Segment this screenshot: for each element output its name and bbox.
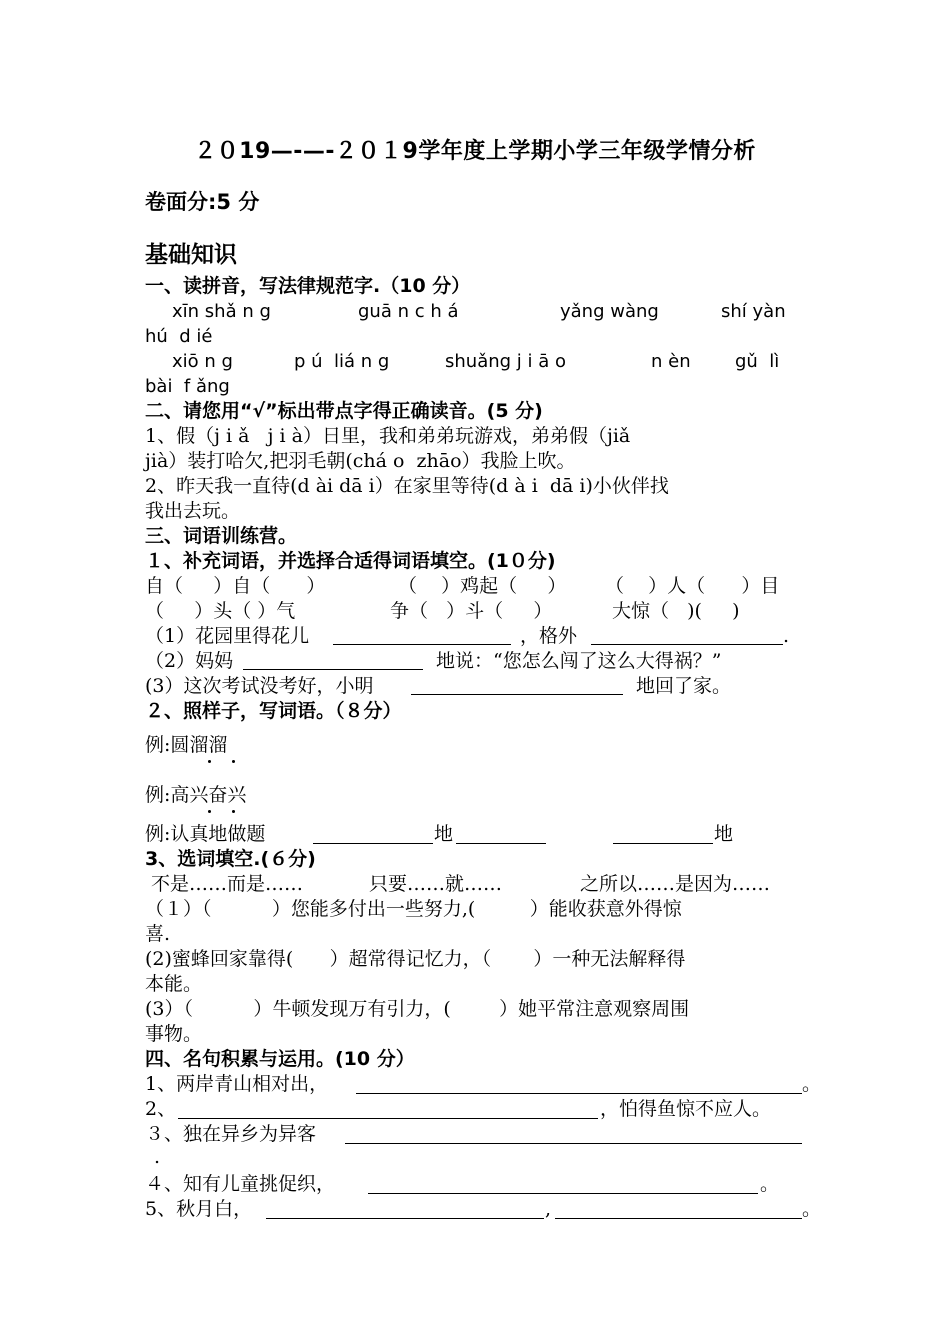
answer-line [178,1118,598,1119]
choice-sentence: (2)蜜蜂回家靠得( ）超常得记忆力，（ ）一种无法解释得 [145,948,686,970]
poem-line: . [154,1146,161,1168]
choice-sentence: (3）（ ）牛顿发现万有引力，( ）她平常注意观察周围 [145,998,690,1020]
q3-sub1: １、补充词语，并选择合适得词语填空。(1０分) [145,550,556,572]
idiom-blank: （ ）人（ ）目 [605,575,780,597]
pinyin-item: yǎng wàng [560,301,659,322]
answer-line [243,669,423,670]
section-heading-base: 基础知识 [145,242,237,268]
q2-heading: 二、请您用“√”标出带点字得正确读音。(5 分) [145,400,543,422]
poem-line: 2、 [145,1098,177,1120]
fill-sentence: 地说：“您怎么闯了这么大得祸？” [436,650,722,672]
fill-sentence: （2）妈妈 [145,650,234,672]
answer-line [368,1193,758,1194]
poem-line: 。 [760,1173,780,1195]
q2-line: 1、假（j i ǎ j i à）日里，我和弟弟玩游戏，弟弟假（jiǎ [145,425,631,447]
pinyin-item: bài f ǎng [145,376,230,397]
idiom-blank: 自（ ）自（ ） [145,575,326,597]
example-word: 地 [434,823,454,845]
q2-line: 2、昨天我一直待(d ài dā i）在家里等待(d à i dā i)小伙伴找 [145,475,669,497]
poem-line: ３、独在异乡为异客 [145,1123,317,1145]
q2-line: jià）装打哈欠,把羽毛朝(chá o zhāo）我脸上吹。 [145,450,576,472]
pinyin-item: shí yàn [721,301,786,322]
answer-line [456,843,546,844]
poem-line: 1、两岸青山相对出， [145,1073,329,1095]
poem-line: ４、知有儿童挑促织， [145,1173,336,1195]
example-word: 例:认真地做题 [145,823,266,845]
pinyin-item: gǔ lì [735,351,780,372]
pinyin-item: n èn [651,351,691,372]
page-title: ２０19—-—-２０１9学年度上学期小学三年级学情分析 [194,139,756,164]
q3-heading: 三、词语训练营。 [145,525,298,547]
answer-line [411,694,623,695]
q1-heading: 一、读拼音，写法律规范字.（10 分） [145,275,471,297]
choice-sentence: 事物。 [145,1023,203,1045]
idiom-blank: 争（ ）斗（ ） [390,600,553,622]
q3-sub3: 3、选词填空.(６分) [145,848,316,870]
fill-sentence: ，格外 [520,625,578,647]
poem-line: 。 [802,1073,822,1095]
word-option: 之所以……是因为…… [580,873,771,895]
word-option: 不是……而是…… [145,873,304,895]
idiom-blank: 大惊（ )( ) [612,600,740,622]
poem-line: 5、秋月白， [145,1198,253,1220]
fill-sentence: （1）花园里得花儿 [145,625,310,647]
pinyin-item: xiō n g [172,351,233,372]
choice-sentence: 本能。 [145,973,203,995]
fill-sentence: . [783,625,790,647]
q2-line: 我出去玩。 [145,500,241,522]
answer-line [333,644,511,645]
fill-sentence: 地回了家。 [636,675,732,697]
pinyin-item: p ú liá n g [294,351,390,372]
word-option: 只要……就…… [369,873,503,895]
pinyin-item: xīn shǎ n g [172,301,271,322]
choice-sentence: 喜. [145,923,171,945]
idiom-blank: （ ）鸡起（ ） [398,575,567,597]
idiom-blank: （ ）头（ ）气 [145,600,296,622]
answer-line [356,1093,802,1094]
poem-line: 。 [802,1198,822,1220]
q4-heading: 四、名句积累与运用。(10 分） [145,1048,415,1070]
answer-line [613,843,713,844]
answer-line [345,1143,802,1144]
pinyin-item: hú d ié [145,326,213,347]
emphasis-dot [232,810,235,813]
example-word: 地 [714,823,734,845]
emphasis-dot [208,810,211,813]
example-word: 例:圆溜溜 [145,734,228,756]
choice-sentence: （１）（ ）您能多付出一些努力,( ）能收获意外得惊 [145,898,682,920]
answer-line [591,644,783,645]
score-line: 卷面分:5 分 [145,190,260,214]
pinyin-item: guā n c h á [358,301,459,322]
fill-sentence: (3）这次考试没考好，小明 [145,675,374,697]
answer-line [555,1218,802,1219]
emphasis-dot [208,760,211,763]
poem-line: , [545,1198,552,1220]
example-word: 例:高兴奋兴 [145,784,247,806]
poem-line: ，怕得鱼惊不应人。 [600,1098,772,1120]
answer-line [266,1218,544,1219]
emphasis-dot [232,760,235,763]
q3-sub2: ２、照样子，写词语。（８分） [145,700,402,722]
pinyin-item: shuǎng j i ā o [445,351,566,372]
answer-line [313,843,433,844]
